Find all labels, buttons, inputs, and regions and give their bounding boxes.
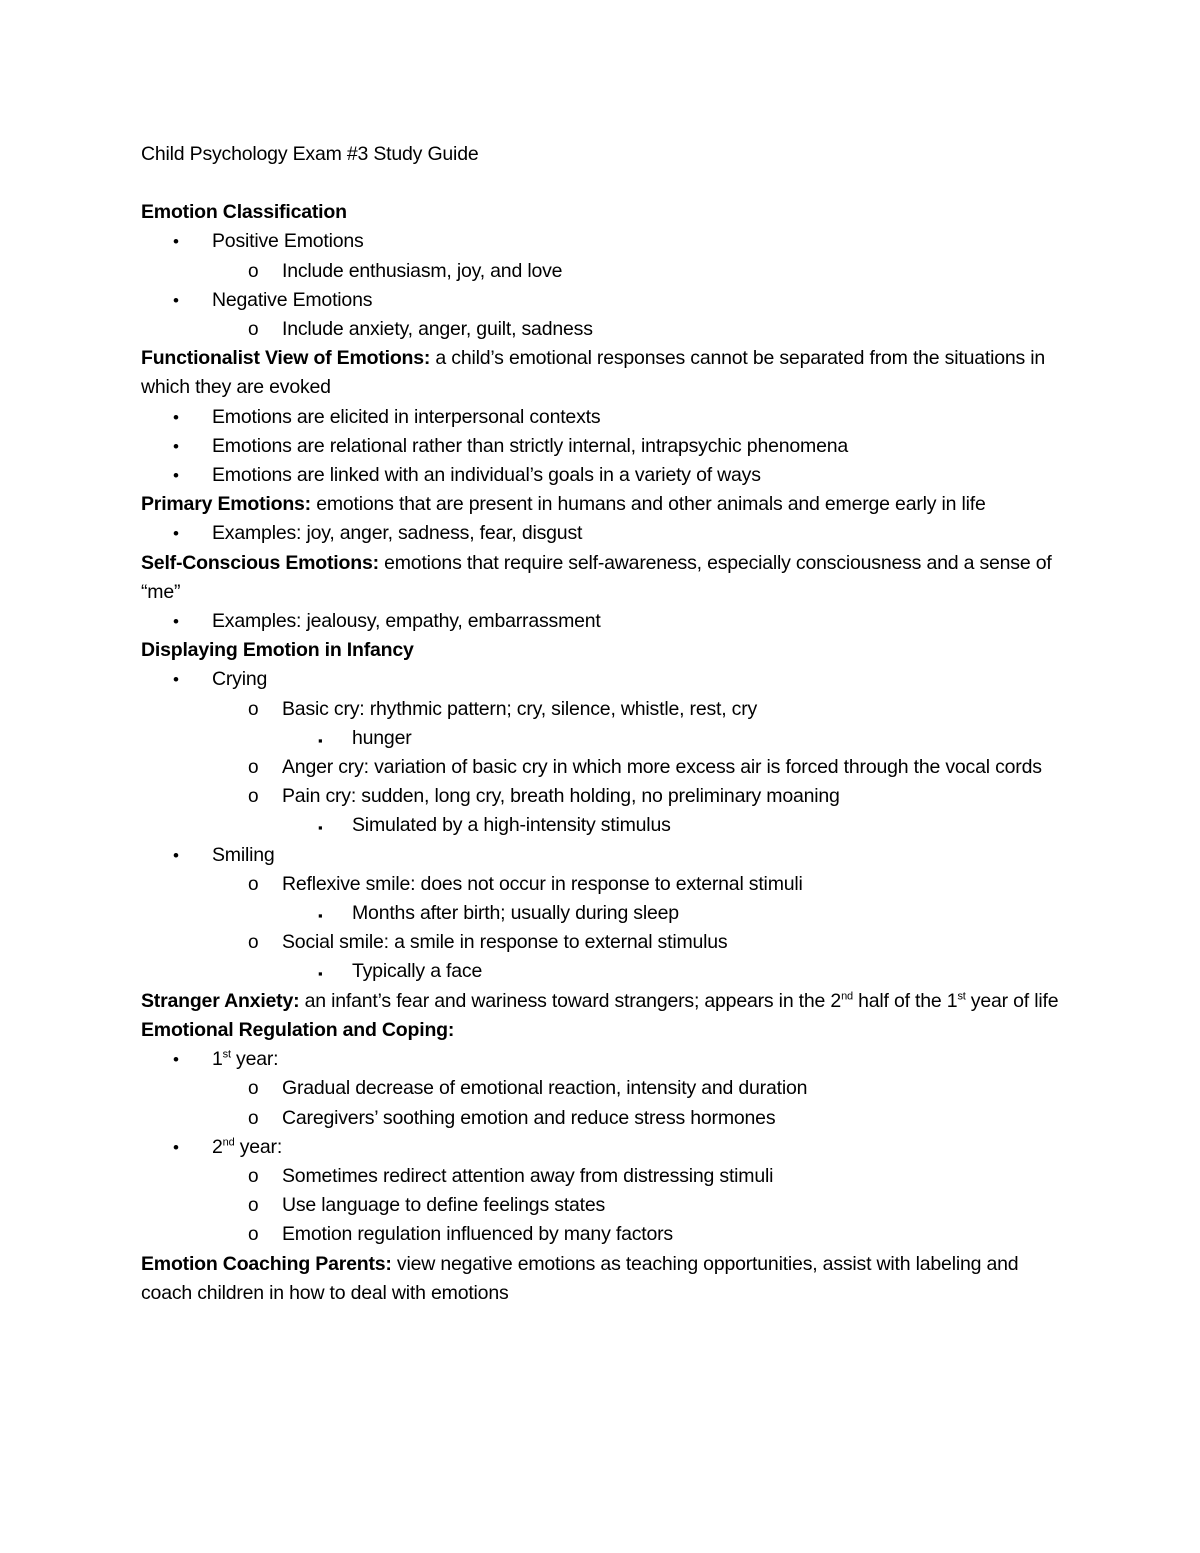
- circle-bullet-icon: o: [248, 260, 259, 282]
- list-item: o Gradual decrease of emotional reaction, intensity and duration: [141, 1074, 1061, 1103]
- section-heading-emotion-classification: Emotion Classification: [141, 201, 347, 224]
- list-item: • 2nd year:: [141, 1133, 1061, 1162]
- list-item: • Emotions are linked with an individual’s goals in a variety of ways: [141, 461, 1061, 490]
- list-item: ▪ hunger: [141, 724, 1061, 753]
- bullet-icon: •: [173, 612, 179, 632]
- list-item: • Positive Emotions: [141, 227, 1061, 256]
- document-body: [141, 140, 1061, 1308]
- bullet-icon: •: [173, 524, 179, 544]
- square-bullet-icon: ▪: [318, 908, 323, 924]
- circle-bullet-icon: o: [248, 1165, 259, 1187]
- circle-bullet-icon: o: [248, 786, 259, 808]
- definition-emotion-coaching-parents: Emotion Coaching Parents: view negative emotions as teaching opportunities, assist with labeling and coach children in how to deal with emotions: [141, 1252, 1019, 1304]
- circle-bullet-icon: o: [248, 319, 259, 341]
- bullet-icon: •: [173, 1137, 179, 1157]
- list-item: • Smiling: [141, 841, 1061, 870]
- bullet-icon: •: [173, 232, 179, 252]
- list-item: o Anger cry: variation of basic cry in which more excess air is forced through the vocal cords: [141, 753, 1061, 782]
- square-bullet-icon: ▪: [318, 820, 323, 836]
- list-item: o Pain cry: sudden, long cry, breath holding, no preliminary moaning: [141, 782, 1061, 811]
- circle-bullet-icon: o: [248, 1107, 259, 1129]
- circle-bullet-icon: o: [248, 932, 259, 954]
- list-item: ▪ Simulated by a high-intensity stimulus: [141, 811, 1061, 840]
- list-item: • Examples: jealousy, empathy, embarrassment: [141, 607, 1061, 636]
- circle-bullet-icon: o: [248, 1224, 259, 1246]
- bullet-icon: •: [173, 845, 179, 865]
- definition-functionalist-view: Functionalist View of Emotions: a child’s emotional responses cannot be separated from the situations in which they are evoked: [141, 347, 1046, 399]
- document-title: Child Psychology Exam #3 Study Guide: [141, 143, 479, 165]
- list-item: • Emotions are relational rather than strictly internal, intrapsychic phenomena: [141, 432, 1061, 461]
- list-item: o Social smile: a smile in response to external stimulus: [141, 928, 1061, 957]
- circle-bullet-icon: o: [248, 757, 259, 779]
- square-bullet-icon: ▪: [318, 732, 323, 748]
- list-item: o Basic cry: rhythmic pattern; cry, silence, whistle, rest, cry: [141, 695, 1061, 724]
- definition-self-conscious-emotions: Self-Conscious Emotions: emotions that require self-awareness, especially consciousness and a sense of “me”: [141, 551, 1052, 603]
- circle-bullet-icon: o: [248, 698, 259, 720]
- list-item: • Negative Emotions: [141, 286, 1061, 315]
- list-item: o Use language to define feelings states: [141, 1191, 1061, 1220]
- bullet-icon: •: [173, 290, 179, 310]
- section-heading-emotional-regulation: Emotional Regulation and Coping:: [141, 1018, 455, 1041]
- bullet-icon: •: [173, 407, 179, 427]
- list-item: o Include anxiety, anger, guilt, sadness: [141, 315, 1061, 344]
- definition-stranger-anxiety: Stranger Anxiety: an infant’s fear and wariness toward strangers; appears in the 2nd half of the 1st year of life: [141, 989, 1059, 1012]
- circle-bullet-icon: o: [248, 873, 259, 895]
- list-item: o Caregivers’ soothing emotion and reduce stress hormones: [141, 1104, 1061, 1133]
- bullet-icon: •: [173, 670, 179, 690]
- list-item: o Reflexive smile: does not occur in response to external stimuli: [141, 870, 1061, 899]
- list-item: • 1st year:: [141, 1045, 1061, 1074]
- list-item: • Emotions are elicited in interpersonal contexts: [141, 403, 1061, 432]
- definition-primary-emotions: Primary Emotions: emotions that are present in humans and other animals and emerge early in life: [141, 493, 986, 516]
- list-item: • Examples: joy, anger, sadness, fear, disgust: [141, 519, 1061, 548]
- list-item: ▪ Typically a face: [141, 957, 1061, 986]
- list-item: o Emotion regulation influenced by many factors: [141, 1220, 1061, 1249]
- bullet-icon: •: [173, 466, 179, 486]
- list-item: ▪ Months after birth; usually during sleep: [141, 899, 1061, 928]
- circle-bullet-icon: o: [248, 1078, 259, 1100]
- bullet-icon: •: [173, 436, 179, 456]
- list-item: • Crying: [141, 665, 1061, 694]
- section-heading-displaying-emotion: Displaying Emotion in Infancy: [141, 639, 414, 662]
- list-item: o Include enthusiasm, joy, and love: [141, 257, 1061, 286]
- square-bullet-icon: ▪: [318, 966, 323, 982]
- bullet-icon: •: [173, 1050, 179, 1070]
- list-item: o Sometimes redirect attention away from distressing stimuli: [141, 1162, 1061, 1191]
- circle-bullet-icon: o: [248, 1195, 259, 1217]
